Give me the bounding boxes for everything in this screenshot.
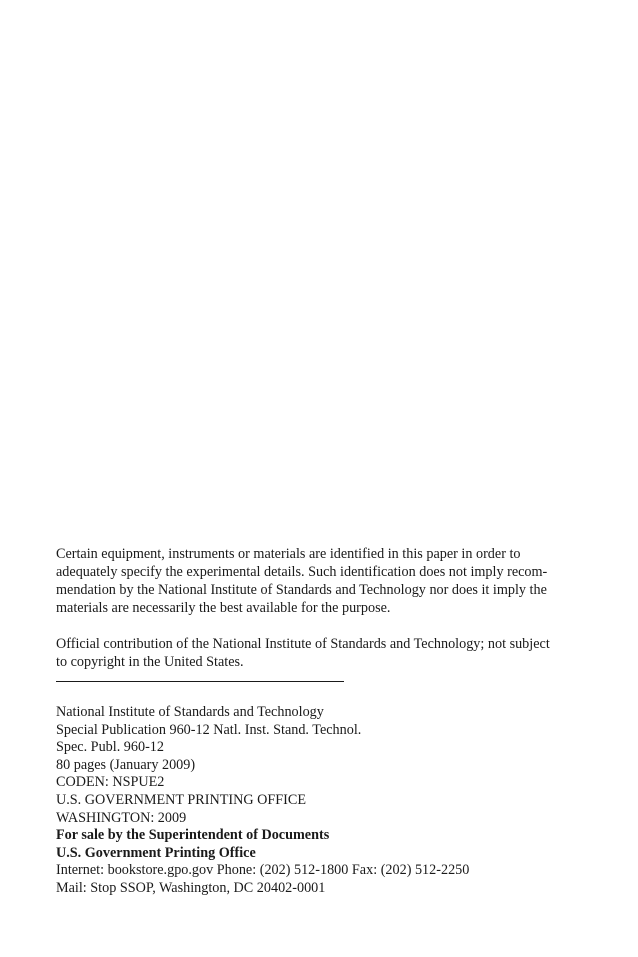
- page-count-date: 80 pages (January 2009): [56, 756, 196, 773]
- for-sale-notice: For sale by the Superintendent of Documents: [56, 827, 330, 844]
- horizontal-rule: [56, 681, 344, 682]
- disclaimer-line: mendation by the National Institute of Standards and Technology nor does it imply the: [56, 582, 547, 598]
- contact-info: Internet: bookstore.gpo.gov Phone: (202) 512-1800 Fax: (202) 512-2250: [56, 862, 470, 879]
- institute-name: National Institute of Standards and Technology: [56, 704, 324, 720]
- contribution-line: to copyright in the United States.: [56, 654, 244, 670]
- disclaimer-line: Certain equipment, instruments or materials are identified in this paper in order to: [56, 546, 521, 562]
- paragraph-spacer: [56, 617, 576, 635]
- location-year: WASHINGTON: 2009: [56, 809, 187, 826]
- special-publication: Special Publication 960-12 Natl. Inst. Stand. Technol.: [56, 721, 362, 738]
- spec-publ: Spec. Publ. 960-12: [56, 739, 164, 756]
- disclaimer-line: materials are necessarily the best available for the purpose.: [56, 600, 391, 616]
- gpo-name: U.S. Government Printing Office: [56, 844, 256, 861]
- contribution-paragraph: [56, 635, 576, 671]
- contribution-line: Official contribution of the National Institute of Standards and Technology; not subject: [56, 636, 550, 652]
- coden: CODEN: NSPUE2: [56, 774, 165, 791]
- disclaimer-line: adequately specify the experimental details. Such identification does not imply recom-: [56, 564, 548, 580]
- mail-address: Mail: Stop SSOP, Washington, DC 20402-0001: [56, 879, 326, 896]
- printing-office: U.S. GOVERNMENT PRINTING OFFICE: [56, 791, 307, 808]
- disclaimer-paragraph: [56, 545, 576, 617]
- publication-details: [56, 704, 576, 898]
- imprint-block: [56, 545, 576, 898]
